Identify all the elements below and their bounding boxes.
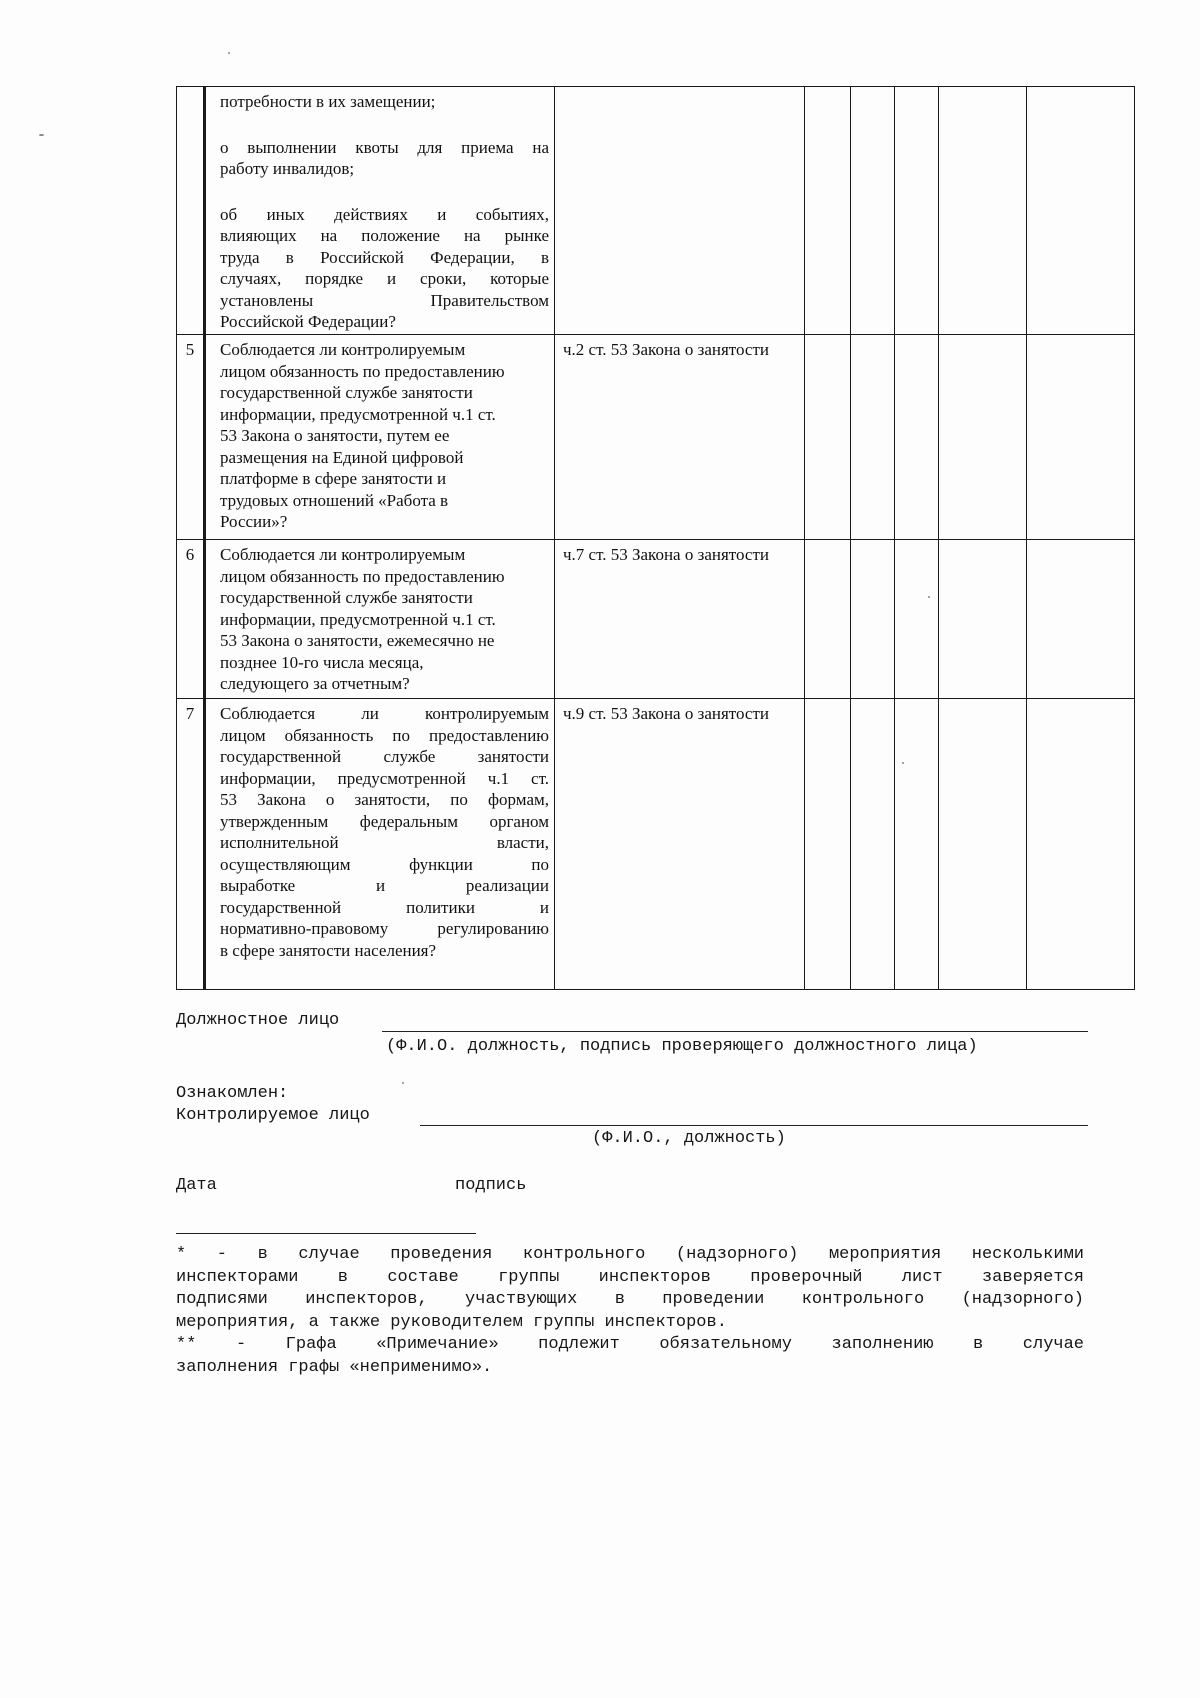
footnote-line: заполнения графы «неприменимо». bbox=[176, 1357, 493, 1377]
answer-cell[interactable] bbox=[895, 540, 939, 699]
official-caption: (Ф.И.О. должность, подпись проверяющего должностного лица) bbox=[386, 1037, 978, 1056]
question-line: утвержденным федеральным органом bbox=[220, 811, 549, 831]
question-line: потребности в их замещении; bbox=[220, 92, 436, 111]
table-row bbox=[177, 699, 1135, 990]
question-line: лицом обязанность по предоставлению bbox=[220, 566, 505, 586]
answer-cell[interactable] bbox=[939, 699, 1027, 990]
table-row bbox=[177, 540, 1135, 699]
answer-cell[interactable] bbox=[895, 335, 939, 540]
answer-cell[interactable] bbox=[851, 699, 895, 990]
row-number-cell: 5 bbox=[177, 335, 205, 540]
question-line: платформе в сфере занятости и bbox=[220, 469, 447, 488]
answer-cell[interactable] bbox=[851, 87, 895, 335]
question-line: позднее 10-го числа месяца, bbox=[220, 652, 424, 672]
answer-cell[interactable] bbox=[805, 335, 851, 540]
footnote-line: ** - Графа «Примечание» подлежит обязательному заполнению в случае bbox=[176, 1335, 1084, 1354]
footnote-separator bbox=[176, 1233, 476, 1234]
note-cell[interactable] bbox=[1027, 87, 1135, 335]
answer-cell[interactable] bbox=[851, 540, 895, 699]
question-line: Соблюдается ли контролируемым bbox=[220, 704, 549, 723]
question-line: нормативно-правовому регулированию bbox=[220, 919, 549, 938]
footnote-remark bbox=[176, 1334, 1084, 1379]
question-cell bbox=[205, 699, 555, 990]
question-line: установлены Правительством bbox=[220, 290, 549, 310]
question-line: Соблюдается ли контролируемым bbox=[220, 340, 466, 359]
footnote-line: инспекторами в составе группы инспекторов проверочный лист заверяется bbox=[176, 1267, 1084, 1287]
reference-cell bbox=[555, 87, 805, 335]
row-number-cell bbox=[177, 87, 205, 335]
question-line: о выполнении квоты для приема на bbox=[220, 137, 549, 157]
question-line: размещения на Единой цифровой bbox=[220, 447, 464, 467]
table-row bbox=[177, 87, 1135, 335]
question-line: 53 Закона о занятости, путем ее bbox=[220, 426, 450, 445]
question-line: выработке и реализации bbox=[220, 876, 549, 895]
controlled-signature-line[interactable] bbox=[420, 1125, 1088, 1126]
question-line: осуществляющим функции по bbox=[220, 854, 549, 874]
scan-speck bbox=[402, 1082, 404, 1084]
question-line: информации, предусмотренной ч.1 ст. bbox=[220, 404, 496, 424]
answer-cell[interactable] bbox=[939, 87, 1027, 335]
reference-cell: ч.7 ст. 53 Закона о занятости bbox=[555, 540, 805, 699]
question-line: исполнительной власти, bbox=[220, 833, 549, 852]
question-line: влияющих на положение на рынке bbox=[220, 226, 549, 245]
question-cell bbox=[205, 87, 555, 335]
answer-cell[interactable] bbox=[895, 87, 939, 335]
note-cell[interactable] bbox=[1027, 699, 1135, 990]
question-line: государственной службе занятости bbox=[220, 588, 473, 607]
question-line: Соблюдается ли контролируемым bbox=[220, 545, 466, 564]
row-number-cell: 6 bbox=[177, 540, 205, 699]
scan-speck bbox=[39, 134, 44, 136]
controlled-person-label: Контролируемое лицо bbox=[176, 1106, 370, 1125]
date-label: Дата bbox=[176, 1176, 217, 1195]
question-line: 53 Закона о занятости, ежемесячно не bbox=[220, 631, 495, 650]
reference-cell: ч.9 ст. 53 Закона о занятости bbox=[555, 699, 805, 990]
scan-speck bbox=[228, 52, 230, 54]
question-line: работу инвалидов; bbox=[220, 159, 355, 178]
answer-cell[interactable] bbox=[805, 699, 851, 990]
row-number-cell: 7 bbox=[177, 699, 205, 990]
question-line: лицом обязанность по предоставлению bbox=[220, 361, 505, 381]
question-line: государственной службе занятости bbox=[220, 747, 549, 766]
footnote-line: мероприятия, а также руководителем группы инспекторов. bbox=[176, 1312, 727, 1332]
answer-cell[interactable] bbox=[851, 335, 895, 540]
question-line: информации, предусмотренной ч.1 ст. bbox=[220, 609, 496, 629]
official-label: Должностное лицо bbox=[176, 1011, 340, 1030]
question-line: об иных действиях и событиях, bbox=[220, 204, 549, 224]
answer-cell[interactable] bbox=[805, 87, 851, 335]
question-line: трудовых отношений «Работа в bbox=[220, 490, 449, 510]
question-line: лицом обязанность по предоставлению bbox=[220, 725, 549, 745]
footnote-inspectors bbox=[176, 1244, 1084, 1334]
question-line: Российской Федерации? bbox=[220, 312, 396, 331]
answer-cell[interactable] bbox=[805, 540, 851, 699]
question-line: случаях, порядке и сроки, которые bbox=[220, 269, 549, 288]
footnote-line: * - в случае проведения контрольного (надзорного) мероприятия несколькими bbox=[176, 1245, 1084, 1264]
footnote-line: подписями инспекторов, участвующих в проведении контрольного (надзорного) bbox=[176, 1290, 1084, 1309]
official-signature-line[interactable] bbox=[382, 1031, 1088, 1032]
question-line: следующего за отчетным? bbox=[220, 674, 410, 693]
question-line: 53 Закона о занятости, по формам, bbox=[220, 790, 549, 809]
controlled-caption: (Ф.И.О., должность) bbox=[592, 1129, 786, 1148]
checklist-table bbox=[176, 86, 1135, 990]
question-cell bbox=[205, 540, 555, 699]
question-line: в сфере занятости населения? bbox=[220, 940, 437, 960]
signature-label: подпись bbox=[455, 1176, 527, 1195]
note-cell[interactable] bbox=[1027, 335, 1135, 540]
answer-cell[interactable] bbox=[939, 540, 1027, 699]
question-line: труда в Российской Федерации, в bbox=[220, 247, 549, 267]
question-cell bbox=[205, 335, 555, 540]
question-line: государственной политики и bbox=[220, 897, 549, 917]
table-row bbox=[177, 335, 1135, 540]
question-line: России»? bbox=[220, 512, 288, 531]
question-line: государственной службе занятости bbox=[220, 383, 473, 402]
reference-cell: ч.2 ст. 53 Закона о занятости bbox=[555, 335, 805, 540]
answer-cell[interactable] bbox=[939, 335, 1027, 540]
question-line: информации, предусмотренной ч.1 ст. bbox=[220, 768, 549, 788]
answer-cell[interactable] bbox=[895, 699, 939, 990]
note-cell[interactable] bbox=[1027, 540, 1135, 699]
acquainted-label: Ознакомлен: bbox=[176, 1084, 289, 1103]
